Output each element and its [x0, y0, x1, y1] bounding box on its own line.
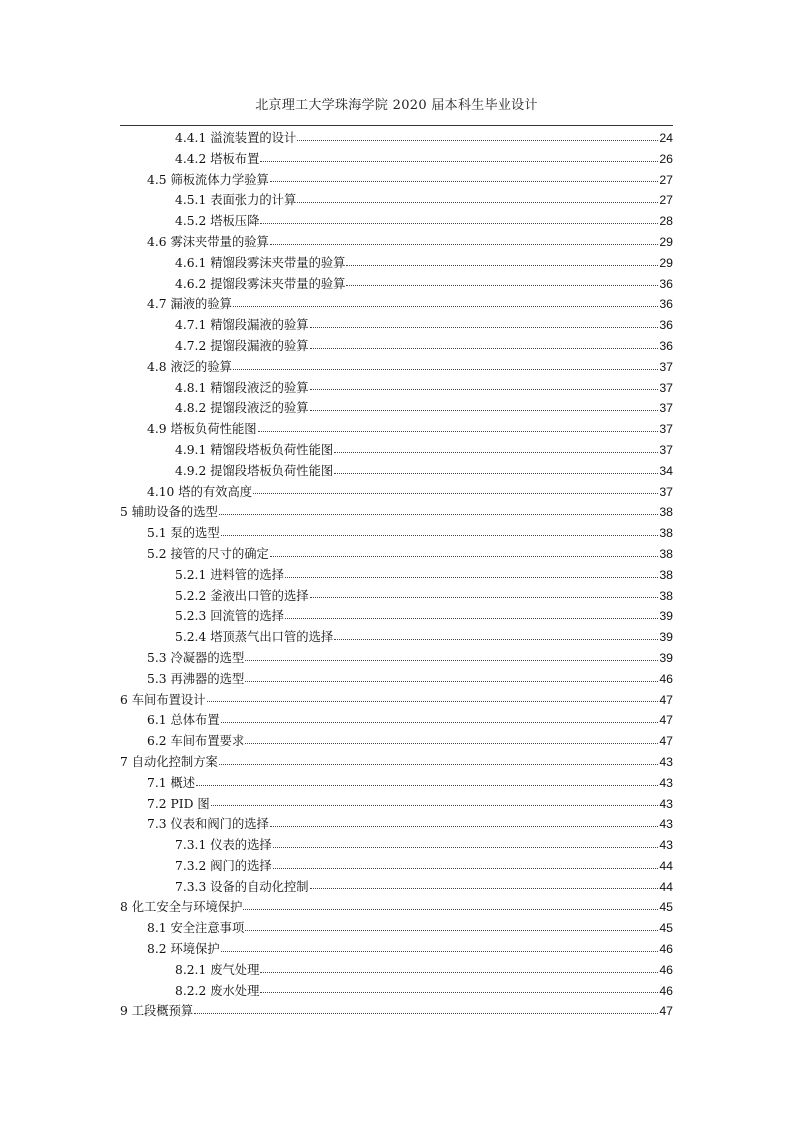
toc-dot-leader [310, 409, 659, 411]
toc-entry-label: 8.2 环境保护 [147, 942, 220, 957]
toc-entry[interactable] [120, 502, 673, 523]
toc-entry-page: 47 [659, 713, 673, 728]
toc-dot-leader [233, 305, 658, 307]
toc-dot-leader [270, 825, 658, 827]
toc-entry-label: 5.2.1 进料管的选择 [175, 567, 284, 582]
toc-entry[interactable] [147, 294, 673, 315]
toc-entry[interactable] [147, 523, 673, 544]
toc-dot-leader [221, 534, 659, 536]
toc-entry-label: 4.5.2 塔板压降 [175, 214, 260, 229]
toc-entry-page: 38 [659, 505, 673, 520]
toc-entry[interactable] [147, 669, 673, 690]
toc-entry[interactable] [120, 690, 673, 711]
toc-entry-label: 4.9.1 精馏段塔板负荷性能图 [175, 442, 334, 457]
toc-entry-label: 8 化工安全与环境保护 [120, 900, 243, 915]
toc-entry-page: 37 [659, 422, 673, 437]
toc-entry-label: 4.7.2 提馏段漏液的验算 [175, 338, 309, 353]
toc-entry-page: 38 [659, 567, 673, 582]
toc-entry[interactable] [120, 1001, 673, 1022]
toc-entry-page: 26 [659, 151, 673, 166]
toc-entry-label: 9 工段概预算 [120, 1004, 194, 1019]
toc-entry-page: 44 [659, 879, 673, 894]
toc-entry[interactable] [175, 586, 673, 607]
toc-entry-label: 7.3 仪表和阀门的选择 [147, 817, 269, 832]
toc-entry-page: 46 [659, 671, 673, 686]
toc-entry[interactable] [175, 315, 673, 336]
toc-dot-leader [346, 284, 658, 286]
toc-dot-leader [207, 700, 659, 702]
toc-entry-page: 29 [659, 234, 673, 249]
toc-entry-label: 4.4.1 溢流装置的设计 [175, 131, 297, 145]
toc-dot-leader [346, 264, 658, 266]
toc-entry-label: 4.5 筛板流体力学验算 [147, 172, 269, 187]
toc-entry-label: 5.2 接管的尺寸的确定 [147, 546, 269, 561]
toc-entry-page: 24 [659, 131, 673, 145]
toc-dot-leader [233, 368, 658, 370]
toc-entry-page: 47 [659, 692, 673, 707]
toc-entry-page: 28 [659, 214, 673, 229]
toc-dot-leader [245, 659, 658, 661]
toc-entry-label: 4.9 塔板负荷性能图 [147, 422, 257, 437]
toc-entry-page: 27 [659, 172, 673, 187]
toc-entry-page: 37 [659, 484, 673, 499]
toc-entry-label: 4.6 雾沫夹带量的验算 [147, 234, 269, 249]
toc-entry[interactable] [147, 544, 673, 565]
toc-entry[interactable] [147, 794, 673, 815]
toc-entry[interactable] [175, 149, 673, 170]
toc-entry-page: 27 [659, 193, 673, 208]
toc-entry[interactable] [175, 565, 673, 586]
toc-entry[interactable] [175, 378, 673, 399]
toc-entry-page: 37 [659, 359, 673, 374]
toc-entry[interactable] [175, 398, 673, 419]
toc-entry[interactable] [175, 274, 673, 295]
toc-dot-leader [297, 201, 658, 203]
toc-dot-leader [260, 991, 658, 993]
toc-dot-leader [285, 576, 658, 578]
toc-dot-leader [334, 451, 658, 453]
toc-entry-page: 44 [659, 858, 673, 873]
toc-entry-label: 5 辅助设备的选型 [120, 505, 218, 520]
toc-dot-leader [219, 513, 659, 515]
toc-entry[interactable] [175, 627, 673, 648]
toc-dot-leader [260, 222, 658, 224]
toc-dot-leader [245, 680, 658, 682]
toc-entry[interactable] [147, 357, 673, 378]
toc-entry-label: 5.3 再沸器的选型 [147, 671, 245, 686]
toc-entry[interactable] [147, 232, 673, 253]
toc-entry-page: 38 [659, 546, 673, 561]
toc-dot-leader [334, 472, 658, 474]
toc-dot-leader [310, 887, 659, 889]
toc-entry[interactable] [175, 440, 673, 461]
toc-dot-leader [285, 617, 658, 619]
toc-dot-leader [297, 139, 658, 141]
toc-entry[interactable] [175, 461, 673, 482]
toc-entry[interactable] [175, 128, 673, 149]
header-rule [120, 125, 673, 126]
toc-dot-leader [221, 721, 659, 723]
toc-entry-label: 4.4.2 塔板布置 [175, 151, 260, 166]
toc-dot-leader [260, 160, 658, 162]
toc-dot-leader [194, 1012, 658, 1014]
toc-entry[interactable] [147, 773, 673, 794]
toc-dot-leader [310, 347, 659, 349]
toc-entry-label: 7.3.3 设备的自动化控制 [175, 879, 309, 894]
toc-dot-leader [310, 596, 659, 598]
toc-entry-page: 37 [659, 380, 673, 395]
toc-entry-label: 4.8.1 精馏段液泛的验算 [175, 380, 309, 395]
toc-entry[interactable] [147, 939, 673, 960]
toc-entry-page: 46 [659, 983, 673, 998]
toc-entry-label: 8.1 安全注意事项 [147, 921, 245, 936]
toc-entry[interactable] [175, 960, 673, 981]
toc-entry[interactable] [147, 419, 673, 440]
toc-entry[interactable] [175, 336, 673, 357]
page-header: 北京理工大学珠海学院 2020 届本科生毕业设计 [255, 98, 538, 113]
toc-dot-leader [219, 763, 659, 765]
toc-entry-page: 39 [659, 650, 673, 665]
toc-entry-page: 36 [659, 318, 673, 333]
toc-entry-page: 36 [659, 297, 673, 312]
toc-entry-label: 5.2.2 釜液出口管的选择 [175, 588, 309, 603]
toc-entry[interactable] [175, 211, 673, 232]
toc-entry-page: 29 [659, 255, 673, 270]
toc-entry-label: 7.3.1 仪表的选择 [175, 838, 272, 853]
toc-entry-label: 5.3 冷凝器的选型 [147, 650, 245, 665]
toc-entry[interactable] [175, 606, 673, 627]
toc-entry-page: 45 [659, 900, 673, 915]
toc-entry[interactable] [175, 856, 673, 877]
toc-entry[interactable] [147, 918, 673, 939]
toc-entry-page: 39 [659, 630, 673, 645]
toc-dot-leader [243, 908, 658, 910]
toc-entry[interactable] [175, 981, 673, 1002]
toc-dot-leader [310, 326, 659, 328]
toc-entry-label: 4.8.2 提馏段液泛的验算 [175, 401, 309, 416]
toc-dot-leader [270, 243, 658, 245]
toc-entry-page: 34 [659, 463, 673, 478]
toc-entry-page: 36 [659, 276, 673, 291]
toc-entry[interactable] [175, 190, 673, 211]
toc-entry[interactable] [147, 482, 673, 503]
toc-dot-leader [258, 430, 659, 432]
toc-entry[interactable] [120, 897, 673, 918]
toc-entry-label: 4.9.2 提馏段塔板负荷性能图 [175, 463, 334, 478]
toc-entry-label: 4.6.1 精馏段雾沫夹带量的验算 [175, 255, 346, 270]
toc-entry-page: 47 [659, 734, 673, 749]
toc-entry-label: 8.2.2 废水处理 [175, 983, 260, 998]
toc-entry[interactable] [147, 170, 673, 191]
toc-entry-label: 7.3.2 阀门的选择 [175, 858, 272, 873]
toc-entry-label: 6.1 总体布置 [147, 713, 220, 728]
toc-entry-page: 43 [659, 817, 673, 832]
toc-entry[interactable] [147, 814, 673, 835]
toc-entry-label: 4.7.1 精馏段漏液的验算 [175, 318, 309, 333]
toc-entry-page: 43 [659, 754, 673, 769]
toc-dot-leader [260, 971, 658, 973]
toc-entry-label: 5.2.3 回流管的选择 [175, 609, 284, 624]
toc-entry-page: 43 [659, 796, 673, 811]
toc-entry[interactable] [120, 752, 673, 773]
toc-entry[interactable] [175, 835, 673, 856]
toc-dot-leader [253, 492, 658, 494]
toc-entry-label: 4.8 液泛的验算 [147, 359, 232, 374]
toc-dot-leader [334, 638, 658, 640]
toc-entry-page: 37 [659, 442, 673, 457]
toc-dot-leader [270, 180, 658, 182]
toc-entry-page: 36 [659, 338, 673, 353]
toc-entry-label: 6.2 车间布置要求 [147, 734, 245, 749]
toc-entry-page: 43 [659, 838, 673, 853]
toc-entry-page: 47 [659, 1004, 673, 1019]
toc-dot-leader [273, 846, 659, 848]
toc-entry-page: 38 [659, 526, 673, 541]
toc-dot-leader [196, 784, 658, 786]
toc-entry-label: 5.2.4 塔顶蒸气出口管的选择 [175, 630, 334, 645]
toc-entry-page: 43 [659, 775, 673, 790]
toc-entry-page: 39 [659, 609, 673, 624]
toc-dot-leader [273, 867, 659, 869]
toc-entry-page: 38 [659, 588, 673, 603]
toc-entry[interactable] [175, 877, 673, 898]
toc-entry-label: 7 自动化控制方案 [120, 754, 218, 769]
toc-entry-label: 6 车间布置设计 [120, 692, 206, 707]
toc-entry-label: 4.7 漏液的验算 [147, 297, 232, 312]
toc-entry[interactable] [147, 731, 673, 752]
toc-entry-label: 8.2.1 废气处理 [175, 962, 260, 977]
toc-entry-label: 4.10 塔的有效高度 [147, 484, 253, 499]
toc-entry[interactable] [147, 648, 673, 669]
toc-entry[interactable] [175, 253, 673, 274]
toc-dot-leader [245, 929, 658, 931]
toc-dot-leader [245, 742, 658, 744]
toc-entry-page: 45 [659, 921, 673, 936]
toc-entry-page: 46 [659, 962, 673, 977]
table-of-contents [0, 128, 793, 1022]
toc-entry-label: 7.2 PID 图 [147, 796, 210, 811]
toc-dot-leader [221, 950, 659, 952]
toc-dot-leader [211, 804, 659, 806]
toc-dot-leader [270, 555, 658, 557]
toc-entry-page: 46 [659, 942, 673, 957]
toc-entry[interactable] [147, 710, 673, 731]
toc-entry-label: 4.6.2 提馏段雾沫夹带量的验算 [175, 276, 346, 291]
toc-entry-label: 5.1 泵的选型 [147, 526, 220, 541]
toc-entry-label: 4.5.1 表面张力的计算 [175, 193, 297, 208]
toc-entry-page: 37 [659, 401, 673, 416]
toc-entry-label: 7.1 概述 [147, 775, 196, 790]
toc-dot-leader [310, 388, 659, 390]
